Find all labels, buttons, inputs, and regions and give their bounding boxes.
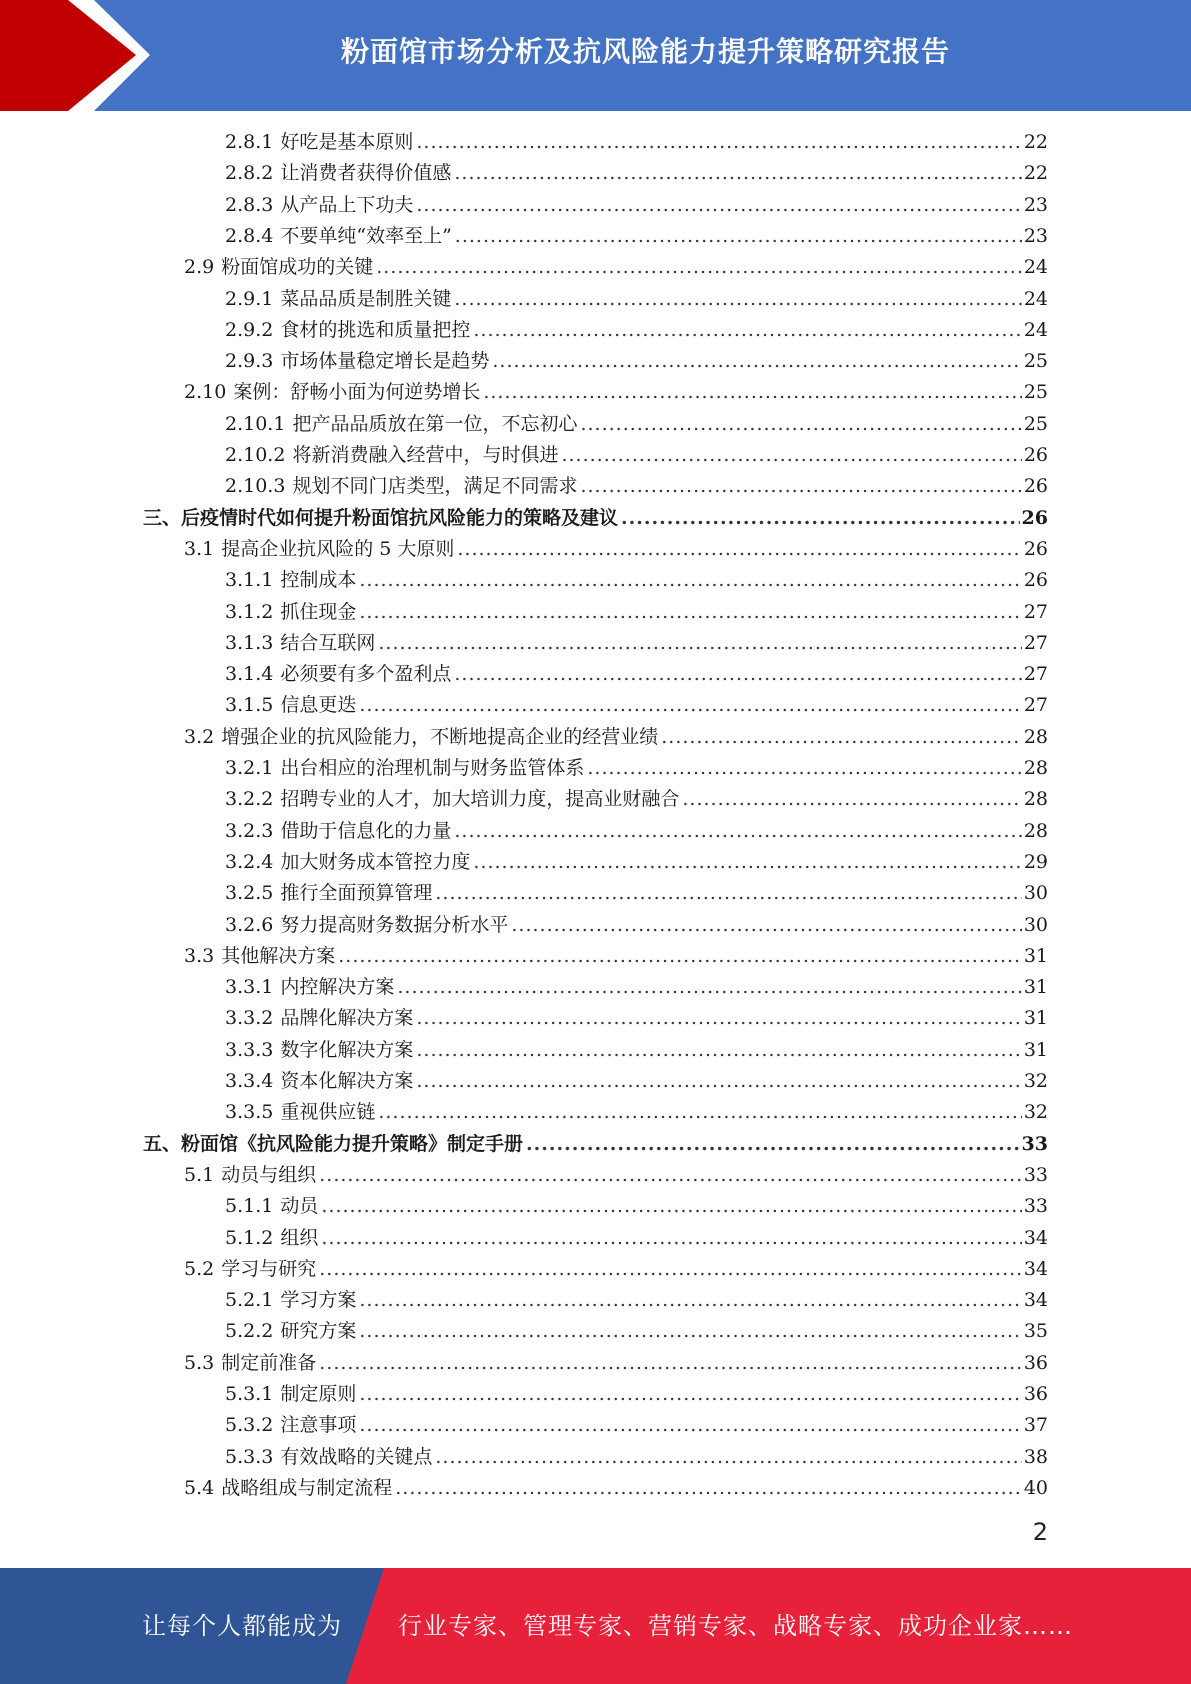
- toc-dot-leader: [561, 440, 1021, 471]
- toc-dot-leader: [359, 690, 1021, 721]
- header-banner: [0, 0, 1191, 111]
- toc-entry-number: 3.1: [184, 537, 215, 560]
- toc-dot-leader: [435, 878, 1021, 909]
- toc-entry-page: 27: [1023, 663, 1048, 686]
- toc-dot-leader: [454, 284, 1021, 315]
- toc-entry-number: 5.4: [184, 1476, 215, 1499]
- toc-entry-number: 2.10.3: [225, 475, 286, 498]
- toc-entry-number: 3.3: [184, 944, 215, 967]
- toc-dot-leader: [378, 1097, 1021, 1128]
- toc-entry-number: 3.1.3: [225, 631, 274, 654]
- toc-entry-number: 2.10: [184, 381, 227, 404]
- toc-entry-page: 25: [1023, 381, 1048, 404]
- toc-entry-page: 32: [1023, 1070, 1048, 1092]
- toc-dot-leader: [319, 1348, 1022, 1379]
- toc-entry-title: 动员与组织: [221, 1163, 317, 1186]
- toc-entry[interactable]: [225, 1066, 1048, 1097]
- toc-entry-number: 5.1.1: [225, 1195, 274, 1218]
- toc-entry[interactable]: [184, 1348, 1048, 1379]
- toc-entry-page: 31: [1023, 944, 1048, 967]
- toc-dot-leader: [321, 1223, 1021, 1254]
- toc-entry[interactable]: [184, 1160, 1048, 1191]
- toc-entry[interactable]: [225, 346, 1048, 377]
- toc-entry-page: 31: [1023, 1007, 1048, 1030]
- toc-entry[interactable]: [225, 784, 1048, 815]
- toc-entry-number: 5.3.2: [225, 1414, 274, 1437]
- toc-dot-leader: [455, 221, 1022, 252]
- toc-entry-number: 3.2.2: [225, 788, 274, 811]
- toc-entry-number: 3.3.4: [225, 1070, 274, 1092]
- toc-entry-page: 31: [1023, 1038, 1048, 1061]
- toc-entry-page: 24: [1023, 287, 1048, 310]
- toc-entry-page: 22: [1023, 162, 1048, 185]
- toc-entry-number: 3.1.4: [225, 663, 274, 686]
- toc-entry[interactable]: [225, 1316, 1048, 1347]
- toc-dot-leader: [359, 565, 1021, 596]
- toc-entry-page: 34: [1023, 1257, 1048, 1280]
- toc-entry-page: 27: [1023, 631, 1048, 654]
- toc-entry-page: 40: [1023, 1476, 1048, 1499]
- toc-entry[interactable]: [225, 1442, 1048, 1473]
- toc-dot-leader: [682, 784, 1021, 815]
- toc-entry-page: 25: [1023, 350, 1048, 373]
- toc-dot-leader: [359, 1379, 1021, 1410]
- toc-entry-number: 5.2.2: [225, 1320, 274, 1343]
- toc-entry-number: 3.3.3: [225, 1038, 274, 1061]
- toc-entry-title: 菜品品质是制胜关键: [280, 287, 452, 310]
- toc-entry-title: 规划不同门店类型，满足不同需求: [292, 475, 578, 498]
- toc-dot-leader: [397, 972, 1021, 1003]
- toc-entry-number: 3.2.1: [225, 757, 274, 779]
- toc-entry-number: 5.3.1: [225, 1383, 274, 1405]
- toc-entry-page: 30: [1023, 882, 1048, 905]
- toc-entry-title: 好吃是基本原则: [280, 131, 414, 153]
- toc-entry-title: 必须要有多个盈利点: [280, 663, 452, 686]
- toc-entry-page: 26: [1023, 444, 1048, 466]
- toc-entry[interactable]: [225, 315, 1048, 346]
- toc-entry[interactable]: [184, 534, 1048, 565]
- toc-entry-page: 25: [1023, 412, 1048, 435]
- toc-dot-leader: [376, 252, 1022, 283]
- toc-entry-title: 努力提高财务数据分析水平: [280, 913, 509, 936]
- toc-entry-page: 23: [1023, 193, 1048, 216]
- toc-entry-number: 3.1.1: [225, 569, 274, 592]
- toc-entry-number: 3.1.2: [225, 600, 274, 623]
- toc-dot-leader: [454, 659, 1021, 690]
- toc-entry-title: 市场体量稳定增长是趋势: [280, 350, 490, 373]
- toc-entry-title: 把产品品质放在第一位，不忘初心: [292, 412, 578, 435]
- toc-entry-title: 制定前准备: [221, 1351, 317, 1374]
- toc-entry-title: 研究方案: [280, 1320, 357, 1343]
- toc-dot-leader: [319, 1254, 1022, 1285]
- toc-entry-page: 29: [1023, 850, 1048, 873]
- toc-entry-title: 出台相应的治理机制与财务监管体系: [280, 757, 585, 779]
- toc-entry[interactable]: [225, 1191, 1048, 1222]
- toc-entry-page: 36: [1023, 1383, 1048, 1405]
- toc-entry[interactable]: [225, 847, 1048, 878]
- toc-entry-title: 加大财务成本管控力度: [280, 850, 471, 873]
- toc-dot-leader: [416, 1035, 1021, 1066]
- toc-entry-number: 2.9.1: [225, 287, 274, 310]
- toc-entry[interactable]: [225, 1003, 1048, 1034]
- toc-entry[interactable]: [225, 440, 1048, 471]
- toc-entry-title: 不要单纯“效率至上”: [280, 224, 452, 247]
- toc-dot-leader: [454, 158, 1021, 189]
- toc-entry-title: 动员: [280, 1195, 319, 1218]
- toc-entry-number: 5.2.1: [225, 1289, 274, 1312]
- toc-entry-title: 五、粉面馆《抗风险能力提升策略》制定手册: [143, 1132, 524, 1155]
- toc-entry-title: 借助于信息化的力量: [280, 819, 452, 842]
- toc-entry-number: 2.9: [184, 256, 215, 279]
- footer-slogan-right: 行业专家、管理专家、营销专家、战略专家、成功企业家……: [398, 1612, 1073, 1640]
- chevron-red-fill: [0, 0, 136, 111]
- toc-dot-leader: [621, 503, 1020, 534]
- toc-entry[interactable]: [225, 878, 1048, 909]
- toc-chapter-entry[interactable]: [143, 503, 1048, 534]
- toc-entry-title: 注意事项: [280, 1414, 357, 1437]
- toc-entry-number: 3.2.5: [225, 882, 274, 905]
- toc-entry-title: 资本化解决方案: [280, 1070, 414, 1092]
- toc-entry-title: 重视供应链: [280, 1101, 376, 1124]
- toc-entry-number: 2.10.2: [225, 444, 286, 466]
- toc-dot-leader: [416, 1003, 1021, 1034]
- toc-entry[interactable]: [225, 1285, 1048, 1316]
- toc-entry[interactable]: [225, 1035, 1048, 1066]
- chevron-arrow-icon: [0, 0, 160, 111]
- toc-entry-page: 26: [1023, 475, 1048, 498]
- toc-entry-number: 5.2: [184, 1257, 215, 1280]
- toc-dot-leader: [416, 1066, 1021, 1097]
- toc-entry-title: 推行全面预算管理: [280, 882, 433, 905]
- toc-entry-page: 23: [1023, 224, 1048, 247]
- toc-dot-leader: [359, 1410, 1021, 1441]
- toc-dot-leader: [321, 1191, 1021, 1222]
- toc-entry-number: 2.10.1: [225, 412, 286, 435]
- toc-entry-title: 让消费者获得价值感: [280, 162, 452, 185]
- toc-entry-number: 5.1: [184, 1163, 215, 1186]
- toc-entry[interactable]: [225, 284, 1048, 315]
- toc-entry-number: 3.2.6: [225, 913, 274, 936]
- toc-entry-title: 有效战略的关键点: [280, 1445, 433, 1468]
- toc-dot-leader: [492, 346, 1021, 377]
- toc-dot-leader: [661, 722, 1022, 753]
- toc-entry[interactable]: [225, 659, 1048, 690]
- toc-entry[interactable]: [184, 722, 1048, 753]
- toc-entry-number: 2.8.4: [225, 224, 274, 247]
- toc-entry-page: 33: [1023, 1195, 1048, 1218]
- toc-entry-page: 36: [1023, 1351, 1048, 1374]
- toc-entry-title: 抓住现金: [280, 600, 357, 623]
- toc-entry[interactable]: [225, 190, 1048, 221]
- toc-entry-title: 数字化解决方案: [280, 1038, 414, 1061]
- toc-entry-page: 26: [1021, 506, 1048, 529]
- toc-entry-page: 28: [1023, 725, 1048, 748]
- toc-entry-page: 22: [1023, 131, 1048, 153]
- toc-entry-title: 学习方案: [280, 1289, 357, 1312]
- toc-dot-leader: [511, 910, 1021, 941]
- toc-entry-page: 34: [1023, 1289, 1048, 1312]
- toc-dot-leader: [338, 941, 1022, 972]
- toc-dot-leader: [580, 409, 1021, 440]
- toc-entry-number: 5.3: [184, 1351, 215, 1374]
- toc-entry-page: 32: [1023, 1101, 1048, 1124]
- toc-entry-number: 2.8.2: [225, 162, 274, 185]
- toc-dot-leader: [359, 597, 1021, 628]
- toc-entry[interactable]: [225, 753, 1048, 784]
- toc-entry[interactable]: [184, 1254, 1048, 1285]
- toc-entry-title: 制定原则: [280, 1383, 357, 1405]
- toc-dot-leader: [587, 753, 1021, 784]
- toc-entry-page: 35: [1023, 1320, 1048, 1343]
- footer-banner: [0, 1568, 1191, 1684]
- toc-entry-title: 案例：舒畅小面为何逆势增长: [233, 381, 481, 404]
- toc-entry-number: 2.9.3: [225, 350, 274, 373]
- toc-entry-page: 26: [1023, 537, 1048, 560]
- toc-entry[interactable]: [225, 910, 1048, 941]
- toc-dot-leader: [526, 1129, 1020, 1160]
- toc-dot-leader: [378, 628, 1021, 659]
- toc-dot-leader: [580, 471, 1021, 502]
- toc-entry[interactable]: [184, 252, 1048, 283]
- toc-entry-page: 38: [1023, 1445, 1048, 1468]
- toc-entry-number: 3.2: [184, 725, 215, 748]
- toc-entry[interactable]: [225, 471, 1048, 502]
- toc-entry-title: 从产品上下功夫: [280, 193, 414, 216]
- toc-entry-number: 2.9.2: [225, 318, 274, 341]
- toc-entry-title: 增强企业的抗风险能力，不断地提高企业的经营业绩: [221, 725, 659, 748]
- toc-entry[interactable]: [225, 158, 1048, 189]
- toc-dot-leader: [457, 534, 1021, 565]
- toc-entry-title: 控制成本: [280, 569, 357, 592]
- toc-entry-title: 战略组成与制定流程: [221, 1476, 393, 1499]
- toc-entry-page: 37: [1023, 1414, 1048, 1437]
- toc-entry-page: 24: [1023, 256, 1048, 279]
- toc-entry-page: 31: [1023, 976, 1048, 999]
- toc-entry-title: 粉面馆成功的关键: [221, 256, 374, 279]
- toc-entry-page: 28: [1023, 819, 1048, 842]
- toc-entry-title: 将新消费融入经营中，与时俱进: [292, 444, 559, 466]
- toc-entry-title: 结合互联网: [280, 631, 376, 654]
- toc-entry-title: 内控解决方案: [280, 976, 395, 999]
- toc-entry-number: 3.1.5: [225, 694, 274, 717]
- toc-entry-title: 信息更迭: [280, 694, 357, 717]
- toc-chapter-entry[interactable]: [143, 1129, 1048, 1160]
- toc-entry[interactable]: [225, 1223, 1048, 1254]
- toc-entry[interactable]: [184, 941, 1048, 972]
- toc-entry[interactable]: [225, 1379, 1048, 1410]
- toc-dot-leader: [395, 1473, 1022, 1504]
- toc-entry-title: 招聘专业的人才，加大培训力度，提高业财融合: [280, 788, 680, 811]
- toc-entry[interactable]: [225, 127, 1048, 158]
- toc-entry-page: 24: [1023, 318, 1048, 341]
- toc-entry[interactable]: [225, 1410, 1048, 1441]
- toc-entry-title: 品牌化解决方案: [280, 1007, 414, 1030]
- toc-entry-title: 提高企业抗风险的 5 大原则: [221, 537, 455, 560]
- toc-entry-page: 26: [1023, 569, 1048, 592]
- toc-entry-page: 34: [1023, 1226, 1048, 1249]
- toc-entry[interactable]: [184, 1473, 1048, 1504]
- toc-entry-title: 三、后疫情时代如何提升粉面馆抗风险能力的策略及建议: [143, 506, 619, 529]
- toc-dot-leader: [483, 377, 1021, 408]
- toc-entry-page: 33: [1023, 1163, 1048, 1186]
- toc-dot-leader: [416, 190, 1021, 221]
- toc-entry[interactable]: [225, 972, 1048, 1003]
- toc-entry-page: 33: [1021, 1132, 1048, 1155]
- toc-entry-number: 3.3.1: [225, 976, 274, 999]
- toc-entry-number: 5.3.3: [225, 1445, 274, 1468]
- toc-entry[interactable]: [225, 221, 1048, 252]
- toc-entry-number: 2.8.3: [225, 193, 274, 216]
- toc-dot-leader: [359, 1285, 1021, 1316]
- toc-entry[interactable]: [184, 377, 1048, 408]
- toc-entry[interactable]: [225, 409, 1048, 440]
- toc-dot-leader: [416, 127, 1021, 158]
- footer-slogan-left: 让每个人都能成为: [142, 1612, 342, 1640]
- toc-entry[interactable]: [225, 1097, 1048, 1128]
- toc-dot-leader: [473, 847, 1021, 878]
- toc-entry[interactable]: [225, 690, 1048, 721]
- toc-entry[interactable]: [225, 565, 1048, 596]
- toc-entry-number: 2.8.1: [225, 131, 274, 153]
- toc-entry-page: 27: [1023, 694, 1048, 717]
- toc-entry-page: 28: [1023, 788, 1048, 811]
- toc-entry-number: 3.3.5: [225, 1101, 274, 1124]
- toc-dot-leader: [454, 816, 1021, 847]
- toc-dot-leader: [473, 315, 1021, 346]
- toc-entry[interactable]: [225, 597, 1048, 628]
- toc-entry-number: 3.2.3: [225, 819, 274, 842]
- toc-dot-leader: [359, 1316, 1021, 1347]
- toc-entry-page: 27: [1023, 600, 1048, 623]
- toc-entry-number: 3.3.2: [225, 1007, 274, 1030]
- toc-entry[interactable]: [225, 628, 1048, 659]
- toc-entry-number: 3.2.4: [225, 850, 274, 873]
- page-number: 2: [1032, 1518, 1048, 1546]
- toc-entry[interactable]: [225, 816, 1048, 847]
- toc-dot-leader: [435, 1442, 1021, 1473]
- toc-entry-page: 28: [1023, 757, 1048, 779]
- toc-dot-leader: [319, 1160, 1022, 1191]
- toc-entry-page: 30: [1023, 913, 1048, 936]
- toc-entry-title: 其他解决方案: [221, 944, 336, 967]
- toc-entry-number: 5.1.2: [225, 1226, 274, 1249]
- toc-entry-title: 食材的挑选和质量把控: [280, 318, 471, 341]
- toc-entry-title: 组织: [280, 1226, 319, 1249]
- document-title: 粉面馆市场分析及抗风险能力提升策略研究报告: [340, 35, 950, 68]
- toc-entry-title: 学习与研究: [221, 1257, 317, 1280]
